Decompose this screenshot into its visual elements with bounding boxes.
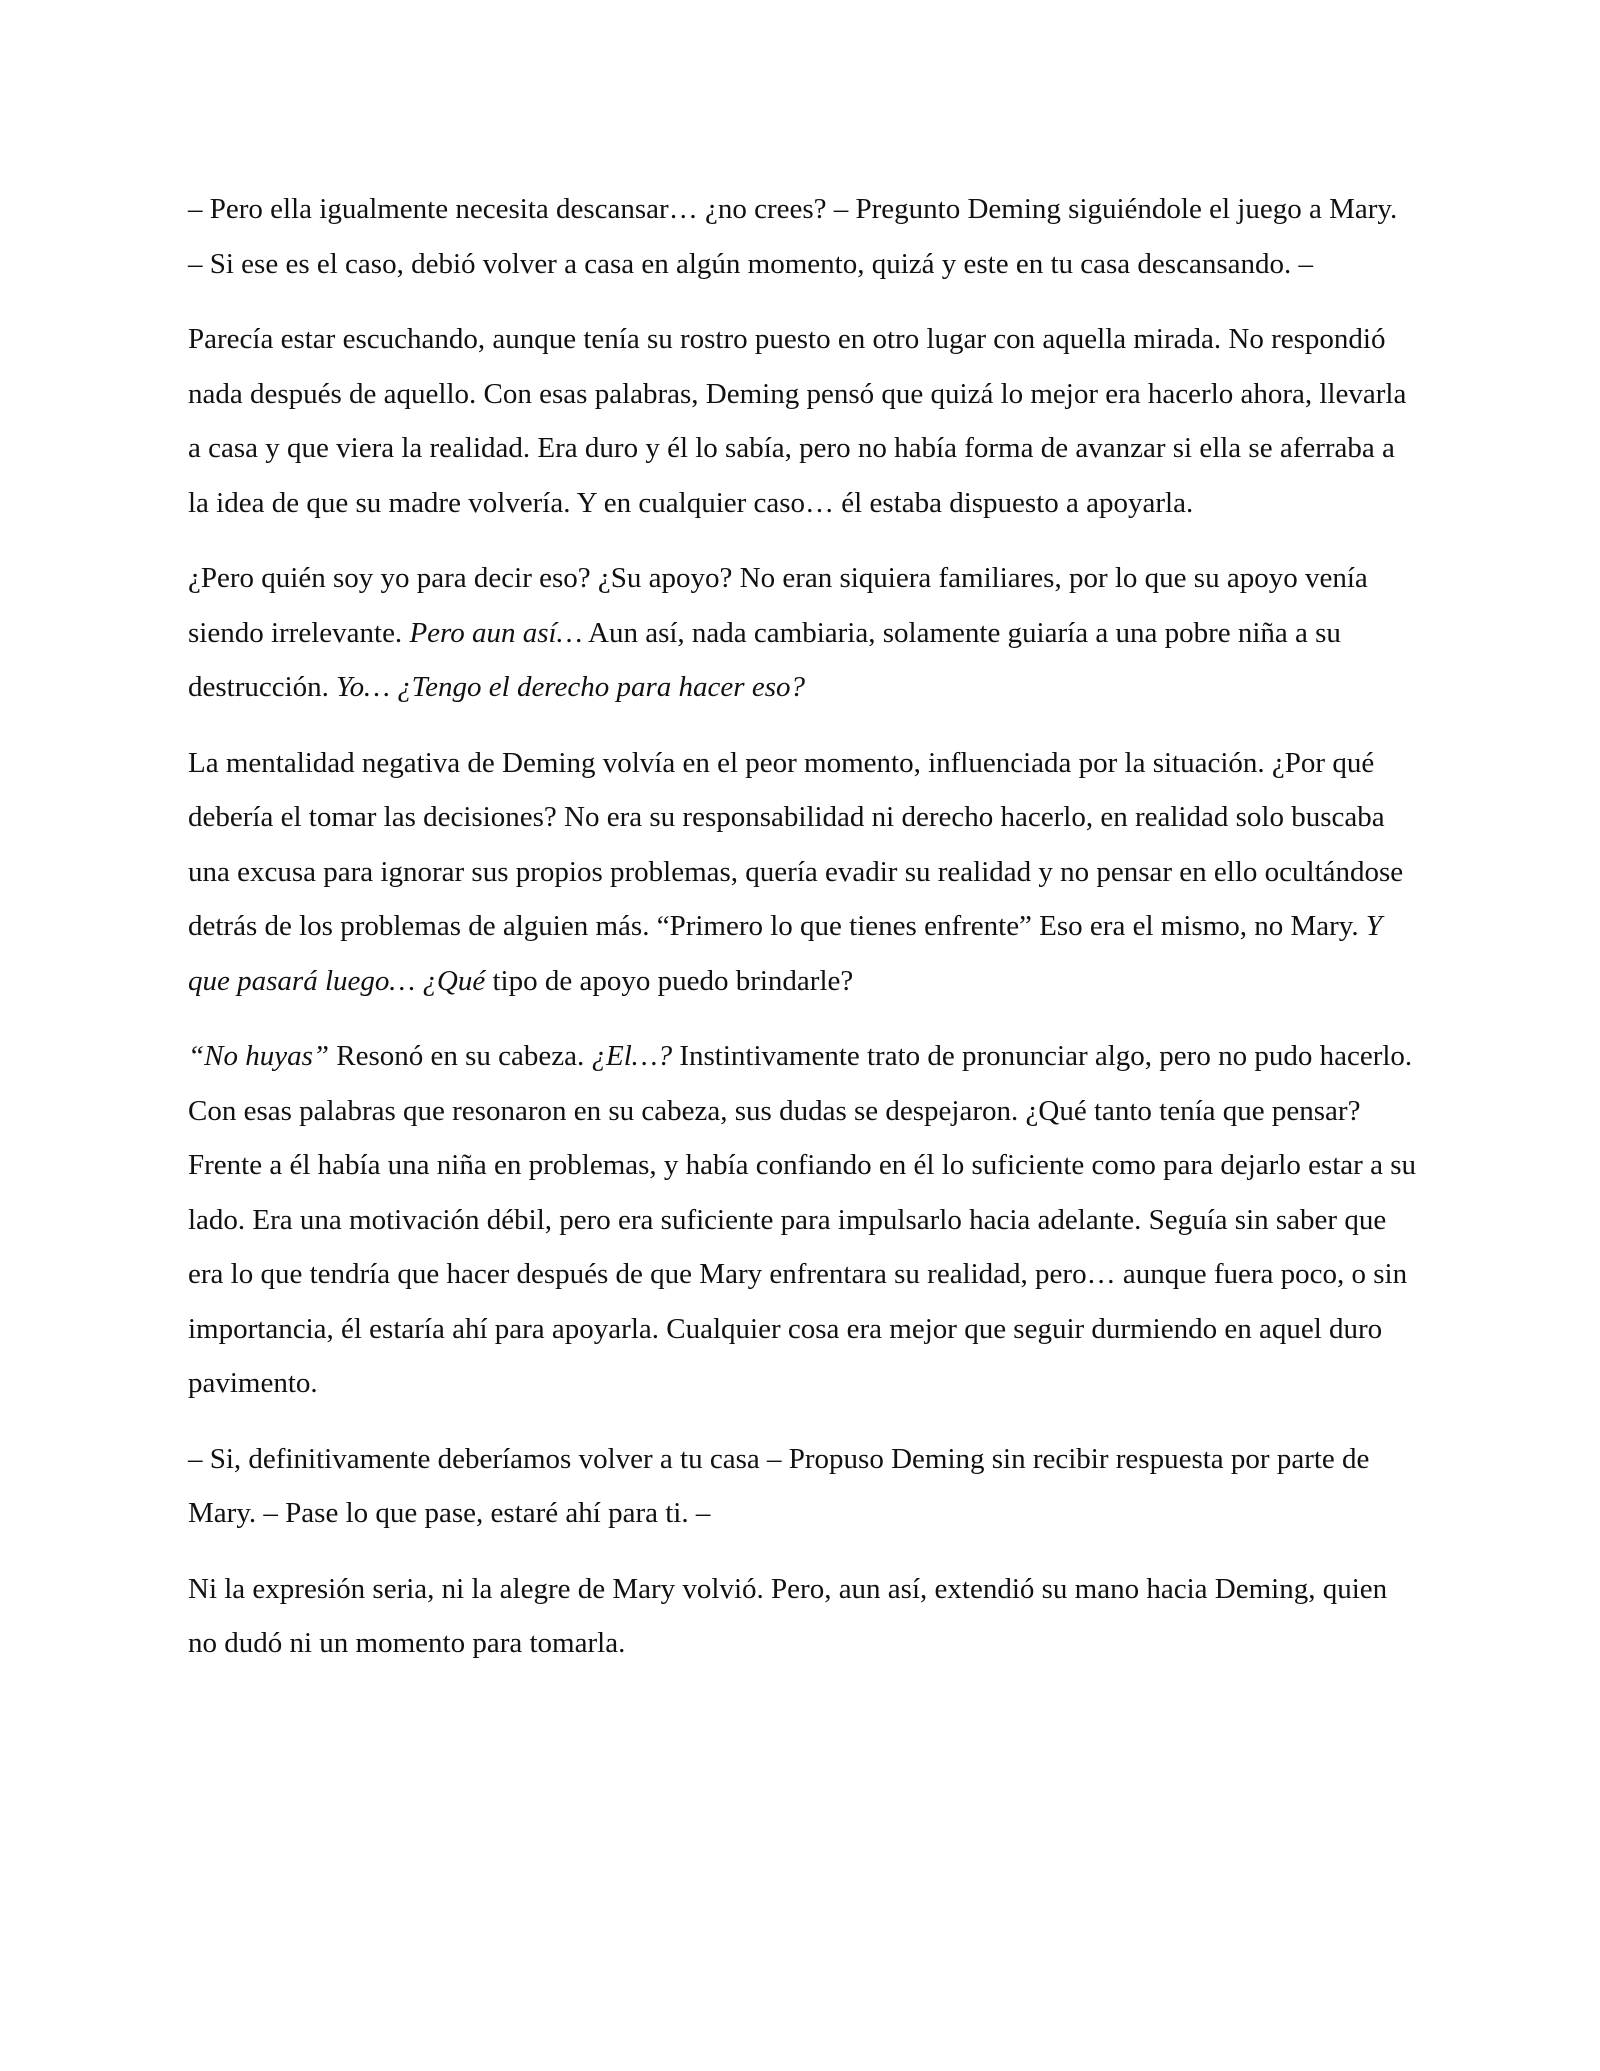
- paragraph-5: [188, 1029, 1416, 1411]
- paragraph-3: [188, 551, 1416, 715]
- text-segment: Parecía estar escuchando, aunque tenía su rostro puesto en otro lugar con aquella mirada. No respondió nada después de aquello. Con esas palabras, Deming pensó que quizá lo mejor era hacerlo ahora, llevarla a casa y que viera la realidad. Era duro y él lo sabía, pero no había forma de avanzar si ella se aferraba a la idea de que su madre volvería. Y en cualquier caso… él estaba dispuesto a apoyarla.: [188, 323, 1407, 519]
- text-segment: Resonó en su cabeza.: [329, 1040, 592, 1072]
- paragraph-7: [188, 1562, 1416, 1671]
- italic-text-segment: ¿El…?: [591, 1040, 673, 1072]
- paragraph-6: [188, 1432, 1416, 1541]
- italic-text-segment: “No huyas”: [188, 1040, 330, 1072]
- paragraph-2: [188, 312, 1416, 530]
- text-segment: ¿Pero quién soy yo para decir eso? ¿Su apoyo? No eran siquiera familiares, por lo que su apoyo venía siendo irrelevante.: [188, 562, 1368, 649]
- italic-text-segment: Yo… ¿Tengo el derecho para hacer eso?: [336, 671, 805, 703]
- paragraph-4: [188, 736, 1416, 1009]
- text-segment: La mentalidad negativa de Deming volvía en el peor momento, influenciada por la situación. ¿Por qué debería el tomar las decisiones? No era su responsabilidad ni derecho hacerlo, en realidad solo buscaba una excusa para ignorar sus propios problemas, quería evadir su realidad y no pensar en ello ocultándose detrás de los problemas de alguien más. “Primero lo que tienes enfrente” Eso era el mismo, no Mary.: [188, 746, 1404, 942]
- italic-text-segment: Y que pasará luego… ¿Qué: [188, 910, 1383, 997]
- text-segment: Aun así, nada cambiaria, solamente guiaría a una pobre niña a su destrucción.: [188, 616, 1341, 703]
- document-body: [188, 182, 1416, 1692]
- text-segment: tipo de apoyo puedo brindarle?: [485, 964, 854, 997]
- text-segment: – Pero ella igualmente necesita descansar… ¿no crees? – Pregunto Deming siguiéndole el juego a Mary. – Si ese es el caso, debió volver a casa en algún momento, quizá y este en tu casa descansando. –: [188, 193, 1398, 280]
- italic-text-segment: Pero aun así…: [409, 616, 583, 649]
- text-segment: Instintivamente trato de pronunciar algo, pero no pudo hacerlo. Con esas palabras que resonaron en su cabeza, sus dudas se despejaron. ¿Qué tanto tenía que pensar? Frente a él había una niña en problemas, y había confiando en él lo suficiente como para dejarlo estar a su lado. Era una motivación débil, pero era suficiente para impulsarlo hacia adelante. Seguía sin saber que era lo que tendría que hacer después de que Mary enfrentara su realidad, pero… aunque fuera poco, o sin importancia, él estaría ahí para apoyarla. Cualquier cosa era mejor que seguir durmiendo en aquel duro pavimento.: [188, 1040, 1416, 1399]
- text-segment: – Si, definitivamente deberíamos volver a tu casa – Propuso Deming sin recibir respuesta por parte de Mary. – Pase lo que pase, estaré ahí para ti. –: [188, 1442, 1370, 1529]
- paragraph-1: [188, 182, 1416, 291]
- text-segment: Ni la expresión seria, ni la alegre de Mary volvió. Pero, aun así, extendió su mano hacia Deming, quien no dudó ni un momento para tomarla.: [188, 1572, 1388, 1659]
